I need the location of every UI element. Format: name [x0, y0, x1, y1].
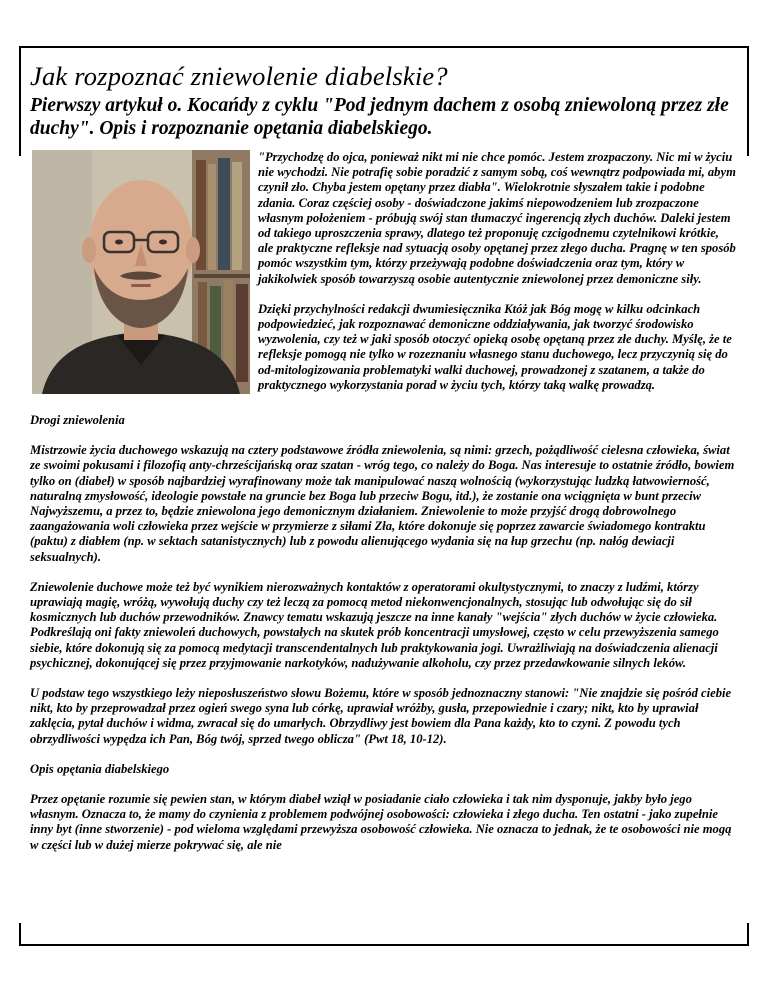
paragraph-occult-contacts: Zniewolenie duchowe może też być wynikiem nierozważnych kontaktów z operatorami okultystycznymi, to znaczy z ludźmi, którzy uprawiają magię, wróżą, wywołują duchy czy też leczą za pomocą metod niekonwencjonalnych, stosując lub odwołując się do sił kosmicznych lub duchów przewodników. Znawcy tematu wskazują jeszcze na inne kanały "wejścia" złych duchów w życie człowieka. Podkreślają oni fakty zniewoleń duchowych, powstałych na skutek prób koncentracji umysłowej, często w celu przewyższenia samego siebie, które dokonują się za pomocą medytacji transcendentalnych lub praktykowania jogi. Uwrażliwiają na doświadczenia alienacji psychicznej, dokonującej się przez przyjmowanie narkotyków, nadużywanie alkoholu, czy przez przedawkowanie silnych leków.: [30, 579, 719, 670]
frame-bottom-right-tick: [747, 923, 749, 944]
paragraph-disobedience: U podstaw tego wszystkiego leży nieposłuszeństwo słowu Bożemu, które w sposób jednoznaczny stanowi: "Nie znajdzie się pośród ciebie nikt, kto by przeprowadzał przez ogień swego syna lub córkę, uprawiał wróżby, gusła, przepowiednie i czary; nikt, kto by uprawiał zaklęcia, pytał duchów i widma, zwracał się do umarłych. Obrzydliwy jest bowiem dla Pana każdy, kto to czyni. Z powodu tych obrzydliwości wypędza ich Pan, Bóg twój, sprzed twego oblicza" (Pwt 18, 10-12).: [30, 686, 732, 746]
frame-bottom-border: [19, 944, 749, 946]
paragraph-intro: "Przychodzę do ojca, ponieważ nikt mi nie chce pomóc. Jestem zrozpaczony. Nic mi w życiu nie wychodzi. Nie potrafię sobie poradzić z samym sobą, coś wewnątrz podpowiada mi, abym czynił zło. Chyba jestem opętany przez diabła". Wielokrotnie słyszałem takie i podobne zdania. Coraz częściej osoby - doświadczone jakimś niepowodzeniem lub zrozpaczone własnym położeniem - próbują swój stan tłumaczyć ingerencją złych duchów. Daleki jestem od takiego uproszczenia sprawy, dlatego też proponuję czcigodnemu czytelnikowi krótkie, ale praktyczne refleksje nad sytuacją osoby opętanej przez złego ducha. Pragnę w ten sposób pomóc wszystkim tym, którzy przeżywają podobne doświadczenia oraz tym, który w jakikolwiek sposób towarzyszą osobie autentycznie zniewolonej przez demoniczne siły.: [258, 150, 736, 286]
paragraph-editorial-note: Dzięki przychylności redakcji dwumiesięcznika Któż jak Bóg mogę w kilku odcinkach podpowiedzieć, jak rozpoznawać demoniczne oddziaływania, jak tworzyć środowisko wyzwolenia, czy też w jaki sposób otoczyć opieką osobę opętaną przez złe duchy. Myślę, że te refleksje pomogą nie tylko w rozeznaniu własnego stanu duchowego, lecz przyczynią się do od-mitologizowania problematyki walki duchowej, prowadzonej z szatanem, a także do praktycznego wykorzystania porad w życiu tych, którzy taką walkę prowadzą.: [258, 301, 732, 392]
frame-right-border: [747, 46, 749, 156]
section-heading-drogi-zniewolenia: Drogi zniewolenia: [30, 413, 125, 427]
author-photo: [32, 150, 250, 394]
section-heading-opis-opetania: Opis opętania diabelskiego: [30, 761, 170, 776]
article: [30, 60, 736, 853]
article-title: Jak rozpoznać zniewolenie diabelskie?: [30, 61, 448, 91]
frame-bottom-left-tick: [19, 923, 21, 944]
paragraph-possession-description: Przez opętanie rozumie się pewien stan, w którym diabeł wziął w posiadanie ciało człowieka i tak nim dysponuje, jakby było jego własnym. Oznacza to, że mamy do czynienia z problemem podwójnej osobowości: człowieka i złego ducha. Ten ostatni - jako zupełnie inny byt (inne stworzenie) - pod wieloma względami przewyższa osobowość człowieka. Nie oznacza to jednak, że te osobowości nie mogą w części lub w dużej mierze pokrywać się, ale nie: [30, 792, 732, 852]
paragraph-sources-of-bondage: Mistrzowie życia duchowego wskazują na cztery podstawowe źródła zniewolenia, są nimi: grzech, pożądliwość cielesna człowieka, świat ze swoimi pokusami i filozofią anty-chrześcijańską oraz szatan - wróg tego, co należy do Boga. Nas interesuje to ostatnie źródło, bowiem tylko on (diabeł) w sposób najbardziej wyrafinowany może tak manipulować naszą wolnością (wykorzystując ludzką łatwowierność, naturalną zmysłowość, ideologie powstałe na gruncie bez Boga lub przeciw Bogu, itd.), że zostanie ona wciągnięta w bunt przeciw Najwyższemu, a przez to, będzie zniewolona jego demonicznym działaniem. Zniewolenie to może przyjść drogą dobrowolnego zaangażowania woli człowieka przez wejście w przymierze z siłami Zła, które dokonuje się poprzez zawarcie świadomego kontraktu (paktu) z diabłem (np. w sektach satanistycznych) lub z powodu alienującego wydania się na łup grzechu (np. nałóg dewiacji seksualnych).: [30, 443, 735, 564]
frame-top-border: [19, 46, 749, 48]
article-subtitle: Pierwszy artykuł o. Kocańdy z cyklu "Pod jednym dachem z osobą zniewoloną przez złe duchy". Opis i rozpoznanie opętania diabelskiego.: [30, 95, 729, 139]
frame-left-border: [19, 46, 21, 156]
